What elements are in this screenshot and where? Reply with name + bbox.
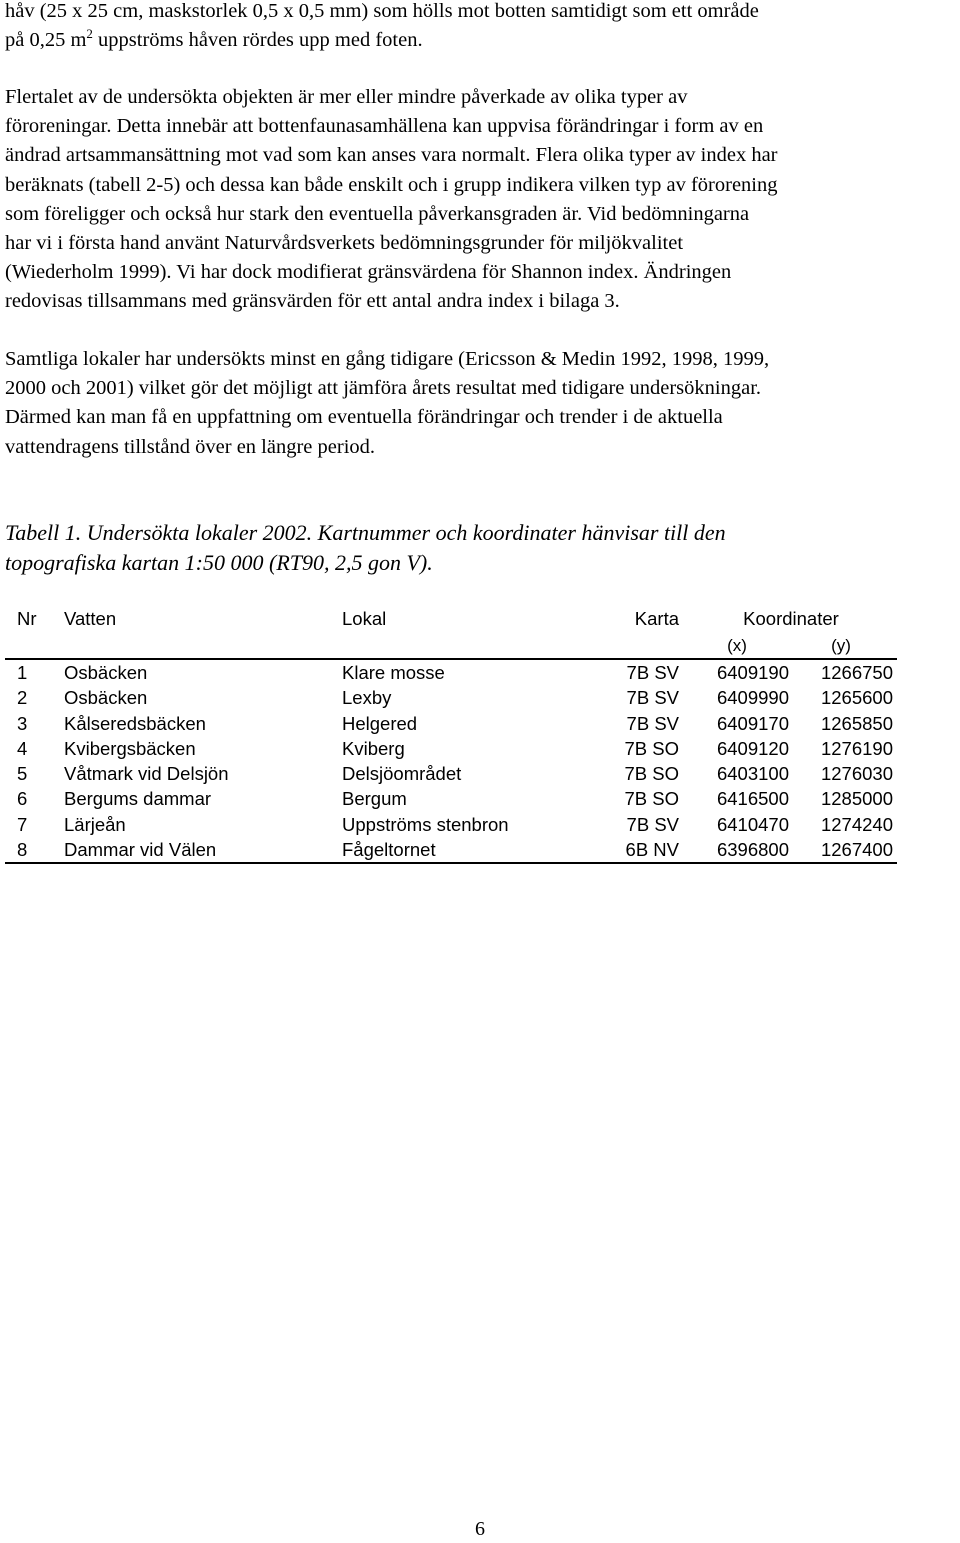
- paragraph-line: beräknats (tabell 2-5) och dessa kan både enskilt och i grupp indikera vilken typ av förorening: [5, 173, 778, 196]
- cell-vatten: Våtmark vid Delsjön: [64, 763, 229, 785]
- table-row: [5, 812, 897, 837]
- paragraph-line: föroreningar. Detta innebär att bottenfaunasamhällena kan uppvisa förändringar i form av en: [5, 115, 764, 138]
- header-y: (y): [789, 634, 897, 659]
- cell-nr: 1: [17, 662, 28, 683]
- cell-lokal: Delsjöområdet: [342, 763, 462, 785]
- caption-line: Tabell 1. Undersökta lokaler 2002. Kartnummer och koordinater hänvisar till den: [5, 520, 726, 545]
- header-karta: Karta: [634, 608, 679, 629]
- paragraph-line: som föreligger och också hur stark den eventuella påverkansgraden är. Vid bedömningarna: [5, 202, 750, 225]
- caption-line: topografiska kartan 1:50 000 (RT90, 2,5 gon V).: [5, 550, 433, 575]
- cell-karta: 6B NV: [582, 837, 685, 863]
- header-x: (x): [685, 634, 789, 659]
- table-header-row: [5, 604, 897, 634]
- paragraph-history: [5, 345, 955, 462]
- paragraph-line: Därmed kan man få en uppfattning om eventuella förändringar och trender i de aktuella: [5, 406, 723, 429]
- paragraph-line: vattendragens tillstånd över en längre period.: [5, 435, 376, 458]
- paragraph-line: (Wiederholm 1999). Vi har dock modifierat gränsvärdena för Shannon index. Ändringen: [5, 261, 732, 284]
- cell-nr: 3: [17, 712, 28, 734]
- cell-karta: 7B SO: [624, 737, 679, 759]
- subheader-empty: [342, 634, 582, 659]
- cell-karta: 7B SV: [626, 687, 679, 709]
- cell-y: 1266750: [820, 662, 893, 683]
- cell-lokal: Kviberg: [342, 737, 405, 759]
- header-koordinater: Koordinater: [743, 608, 839, 629]
- cell-x: 6403100: [716, 763, 789, 785]
- table-caption: [5, 518, 955, 578]
- table-subheader-row: [5, 634, 897, 659]
- table-row: [5, 837, 897, 863]
- subheader-empty: [5, 634, 64, 659]
- intro-line-2-rest: uppströms håven rördes upp med foten.: [92, 29, 423, 52]
- subheader-empty: [64, 634, 342, 659]
- intro-paragraph: [5, 0, 955, 55]
- cell-x: 6410470: [716, 813, 789, 835]
- paragraph-line: har vi i första hand använt Naturvårdsverkets bedömningsgrunder för miljökvalitet: [5, 232, 684, 255]
- cell-nr: 8: [5, 837, 64, 863]
- superscript: 2: [86, 26, 93, 42]
- cell-y: 1265600: [820, 687, 893, 709]
- cell-lokal: Klare mosse: [342, 662, 445, 683]
- table-row: [5, 659, 897, 685]
- header-lokal: Lokal: [342, 608, 387, 629]
- cell-lokal: Fågeltornet: [342, 837, 582, 863]
- cell-karta: 7B SO: [624, 788, 679, 810]
- cell-x: 6409120: [716, 737, 789, 759]
- cell-vatten: Kålseredsbäcken: [64, 712, 206, 734]
- paragraph-line: ändrad artsammansättning mot vad som kan anses vara normalt. Flera olika typer av index har: [5, 144, 778, 167]
- paragraph-line: Samtliga lokaler har undersökts minst en gång tidigare (Ericsson & Medin 1992, 1998, 1999,: [5, 348, 770, 370]
- cell-vatten: Kvibergsbäcken: [64, 737, 196, 759]
- cell-lokal: Bergum: [342, 788, 407, 810]
- table-row: [5, 736, 897, 761]
- cell-karta: 7B SV: [626, 662, 679, 683]
- cell-vatten: Lärjeån: [64, 813, 126, 835]
- cell-y: 1274240: [820, 813, 893, 835]
- cell-vatten: Dammar vid Välen: [64, 837, 342, 863]
- table-row: [5, 786, 897, 811]
- cell-y: 1276030: [820, 763, 893, 785]
- locations-table: [5, 604, 897, 864]
- cell-karta: 7B SO: [624, 763, 679, 785]
- cell-x: 6409190: [716, 662, 789, 683]
- cell-nr: 5: [17, 763, 28, 785]
- page-number: 6: [475, 1518, 485, 1540]
- header-vatten: Vatten: [64, 608, 117, 629]
- cell-x: 6396800: [685, 837, 789, 863]
- cell-vatten: Osbäcken: [64, 687, 148, 709]
- cell-x: 6409990: [716, 687, 789, 709]
- cell-nr: 2: [17, 687, 28, 709]
- paragraph-methods: [5, 83, 955, 317]
- cell-lokal: Lexby: [342, 687, 392, 709]
- cell-x: 6409170: [716, 712, 789, 734]
- cell-lokal: Helgered: [342, 712, 418, 734]
- paragraph-line: Flertalet av de undersökta objekten är mer eller mindre påverkade av olika typer av: [5, 86, 688, 108]
- paragraph-line: redovisas tillsammans med gränsvärden för ett antal andra index i bilaga 3.: [5, 290, 620, 313]
- header-nr: Nr: [17, 608, 37, 629]
- cell-nr: 6: [17, 788, 28, 810]
- table-row: [5, 711, 897, 736]
- cell-y: 1285000: [820, 788, 893, 810]
- subheader-empty: [582, 634, 685, 659]
- cell-vatten: Bergums dammar: [64, 788, 212, 810]
- cell-nr: 4: [17, 737, 28, 759]
- intro-line-2-text: på 0,25 m: [5, 29, 87, 52]
- cell-y: 1267400: [789, 837, 897, 863]
- cell-nr: 7: [17, 813, 28, 835]
- table-row: [5, 685, 897, 710]
- cell-vatten: Osbäcken: [64, 662, 148, 683]
- cell-y: 1265850: [820, 712, 893, 734]
- cell-karta: 7B SV: [626, 813, 679, 835]
- intro-line-1: håv (25 x 25 cm, maskstorlek 0,5 x 0,5 mm) som hölls mot botten samtidigt som ett område: [5, 0, 759, 22]
- paragraph-line: 2000 och 2001) vilket gör det möjligt att jämföra årets resultat med tidigare undersökningar.: [5, 377, 762, 400]
- cell-lokal: Uppströms stenbron: [342, 813, 509, 835]
- intro-line-2: [5, 26, 955, 55]
- cell-karta: 7B SV: [626, 712, 679, 734]
- table-row: [5, 761, 897, 786]
- cell-x: 6416500: [716, 788, 789, 810]
- cell-y: 1276190: [820, 737, 893, 759]
